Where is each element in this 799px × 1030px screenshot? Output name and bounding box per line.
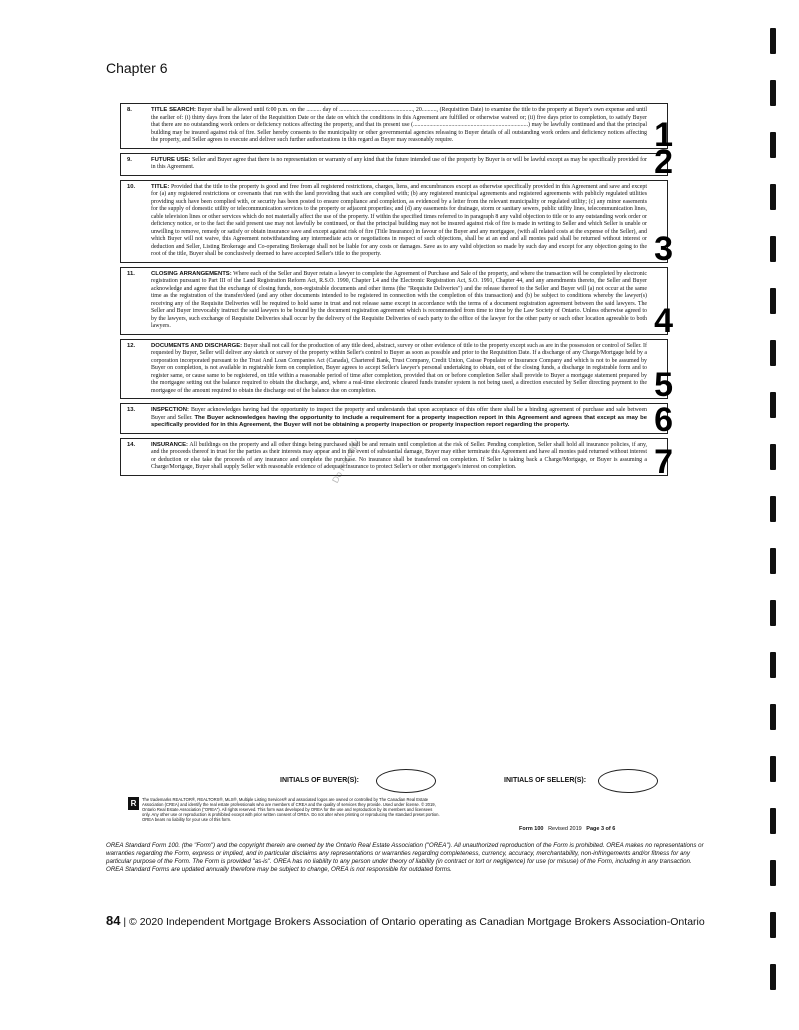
page-footer <box>106 913 705 928</box>
binding-mark <box>770 28 776 54</box>
clause-number: 11. <box>127 270 135 277</box>
binding-mark <box>770 600 776 626</box>
clause-inspection <box>120 400 673 439</box>
copyright-disclaimer: OREA Standard Form 100. (the "Form") and the copyright therein are owned by the Ontario Real Estate Association ("OREA"). All unauthorized reproduction of the Form is prohibited. OREA makes no representations or warranties regarding the Form, express or implied, and in particular disclaims any representations or warranties regarding completeness, currency, accuracy, merchantability, non-infringements and/or fitness for any particular purpose of the Form. The Form is provided "as-is". OREA has no liability to any person under theory of liability (in contract or tort or negligence) for use (or misuse) of the Form, including in any transaction. OREA Standard Forms are updated annually therefore may be subject to change, OREA is not responsible for outdated forms. <box>106 842 704 874</box>
clause-documents-discharge <box>120 339 673 404</box>
buyer-initials-label: INITIALS OF BUYER(S): <box>280 777 359 784</box>
binding-mark <box>770 288 776 314</box>
clause-marker: 1 <box>654 115 673 154</box>
clause-number: 10. <box>127 183 136 190</box>
clause-heading: INSPECTION: <box>151 407 189 413</box>
clause-number: 9. <box>127 156 132 163</box>
binding-mark <box>770 444 776 470</box>
clause-title-search <box>120 103 673 154</box>
clause-marker: 2 <box>654 142 673 181</box>
clause-insurance <box>120 438 673 481</box>
binding-mark <box>770 132 776 158</box>
clause-marker: 6 <box>654 400 673 439</box>
clause-heading: DOCUMENTS AND DISCHARGE: <box>151 342 243 349</box>
binding-mark <box>770 860 776 886</box>
form-revision: Revised 2019 <box>548 826 582 832</box>
clause-future-use <box>120 142 673 181</box>
clause-text: Where each of the Seller and Buyer retain a lawyer to complete the Agreement of Purchase and Sale of the property, and where the transaction will be completed by electronic registration pursuant to Part III of the Land Registration Reform Act, R.S.O. 1990, Chapter L4 and the Electronic Registration Act, S.O. 1991, Chapter 44, and any amendments thereto, the Seller and Buyer acknowledge and agree that the exchange of closing funds, non-registrable documents and other items (the "Requisite Deliveries") and the release thereof to the Seller and Buyer will (a) not occur at the same time as the registration of the transfer/deed (and any other documents intended to be registered in connection with the completion of this transaction) and (b) be subject to conditions whereby the lawyer(s) receiving any of the Requisite Deliveries will be required to hold same in trust and not release same except in accordance with the terms of a document registration agreement between the said lawyers. The Seller and Buyer irrevocably instruct the said lawyers to be bound by the document registration agreement which is recommended from time to time by the Law Society of Ontario. Unless otherwise agreed to by the lawyers, such exchange of Requisite Deliveries shall occur by the delivery of the Requisite Deliveries of each party to the office of the lawyer for the other party or such other location agreeable to both lawyers. <box>151 270 647 329</box>
footer-copyright: © 2020 Independent Mortgage Brokers Association of Ontario operating as Canadian Mortgage Brokers Association-Ontario <box>129 916 705 928</box>
seller-initials-label: INITIALS OF SELLER(S): <box>504 777 587 784</box>
binding-mark <box>770 236 776 262</box>
clause-text: Seller and Buyer agree that there is no representation or warranty of any kind that the future intended use of the property by Buyer is or will be lawful except as may be specifically provided for in this Agreement. <box>151 156 647 170</box>
binding-mark <box>770 392 776 418</box>
clause-marker: 3 <box>654 229 673 268</box>
realtor-logo-icon: R <box>128 797 139 810</box>
binding-mark <box>770 704 776 730</box>
binding-mark <box>770 808 776 834</box>
clause-heading: FUTURE USE: <box>151 156 191 163</box>
clause-number: 12. <box>127 342 136 349</box>
clause-text: Buyer acknowledges having had the opportunity to inspect the property and understands that upon acceptance of this offer there shall be a binding agreement of purchase and sale between Buyer and Seller. <box>151 407 647 421</box>
binding-mark <box>770 548 776 574</box>
clause-marker: 4 <box>654 301 673 340</box>
trademark-notice <box>128 797 442 822</box>
clause-heading: TITLE: <box>151 183 170 190</box>
watermark: Do not copy <box>330 437 362 485</box>
page-number: 84 <box>106 913 121 928</box>
binding-mark <box>770 912 776 938</box>
clause-text: Provided that the title to the property is good and free from all registered restrictions, charges, liens, and encumbrances except as otherwise specifically provided in this Agreement and save and except for (a) any registered restrictions or covenants that run with the land providing that such are complied with; (b) any registered municipal agreements and registered agreements with publicly regulated utilities providing such have been complied with, or security has been posted to ensure compliance and completion, as evidenced by a letter from the relevant municipality or regulated utility; (c) any minor easements for the supply of domestic utility or telecommunication services to the property or adjacent properties; and (d) any easements for drainage, storm or sanitary sewers, public utility lines, telecommunication lines, cable television lines or other services which do not materially affect the use of the property. If within the specified times referred to in paragraph 8 any valid objection to title or to any outstanding work order or deficiency notice, or to the fact the said present use may not lawfully be continued, or that the principal building may not be insured against risk of fire is made in writing to Seller and which Seller is unable or unwilling to remove, remedy or satisfy or obtain insurance save and except against risk of fire (Title Insurance) in favour of the Buyer and any mortgagee, (with all related costs at the expense of the Seller), and which Buyer will not waive, this Agreement notwithstanding any intermediate acts or negotiations in respect of such objections, shall be at an end and all monies paid shall be returned without interest or deduction and Seller, Listing Brokerage and Co-operating Brokerage shall not be liable for any costs or damages. Save as to any valid objection so made by such day and except for any objection going to the root of the title, Buyer shall be conclusively deemed to have accepted Seller's title to the property. <box>151 183 647 257</box>
chapter-title: Chapter 6 <box>106 60 168 76</box>
trademark-text: The trademarks REALTOR®, REALTORS®, MLS®, Multiple Listing Services® and associated logos are owned or controlled by The Canadian Real Estate Association (CREA) and identify the real estate professionals who are members of CREA and the quality of services they provide. Used under license. © 2019, Ontario Real Estate Association ("OREA"). All rights reserved. This form was developed by OREA for the use and reproduction by its members and licensees only. Any other use or reproduction is prohibited except with prior written consent of OREA. Do not alter when printing or reproducing the standard preset portion. OREA bears no liability for your use of this form. <box>142 797 440 823</box>
binding-mark <box>770 756 776 782</box>
binding-mark <box>770 340 776 366</box>
clause-marker: 7 <box>654 442 673 481</box>
clause-heading: TITLE SEARCH: <box>151 107 196 113</box>
clause-number: 8. <box>127 107 132 113</box>
clause-heading: INSURANCE: <box>151 441 188 448</box>
initials-row <box>280 769 660 795</box>
clause-closing-arrangements <box>120 267 673 340</box>
binding-mark <box>770 80 776 106</box>
footer-separator: | <box>123 916 127 928</box>
clause-text: Buyer shall be allowed until 6:00 p.m. on the .......... day of .................................................., 20.........., (Requisition Date) to examine the title to the property at Buyer's own expense and until the earlier of: (i) thirty days from the later of the Requisition Date or the date on which the conditions in this Agreement are fulfilled or otherwise waived or; (ii) five days prior to completion, to satisfy Buyer that there are no outstanding work orders or deficiency notices affecting the property, and that its present use (..............................................................................) may be lawfully continued and that the principal building may be insured against risk of fire. Seller hereby consents to the municipality or other governmental agencies releasing to Buyer details of all outstanding work orders and deficiency notices affecting the property, and Seller agrees to execute and deliver such further authorizations in this regard as Buyer may reasonably require. <box>151 107 647 143</box>
buyer-initials-field[interactable] <box>376 769 436 793</box>
clause-marker: 5 <box>654 366 673 404</box>
form-page: Page 3 of 6 <box>586 826 616 832</box>
form-clauses <box>120 103 673 481</box>
clause-heading: CLOSING ARRANGEMENTS: <box>151 270 232 277</box>
clause-bold-text: The Buyer acknowledges having the opportunity to include a requirement for a property inspection report in this Agreement and agrees that except as may be specifically provided for in this Agreement, the Buyer will not be obtaining a property inspection or property inspection report regarding the property. <box>151 414 647 428</box>
clause-number: 14. <box>127 441 136 448</box>
form-identifier <box>519 826 615 832</box>
binding-mark <box>770 184 776 210</box>
binding-mark <box>770 964 776 990</box>
clause-text: All buildings on the property and all other things being purchased shall be and remain until completion at the risk of Seller. Pending completion, Seller shall hold all insurance policies, if any, and the proceeds thereof in trust for the parties as their interests may appear and in the event of substantial damage, Buyer may either terminate this Agreement and have all monies paid returned without interest or deduction or else take the proceeds of any insurance and complete the purchase. No insurance shall be transferred on completion. If Seller is taking back a Charge/Mortgage, or Buyer is assuming a Charge/Mortgage, Buyer shall supply Seller with reasonable evidence of adequate insurance to protect Seller's or other mortgagee's interest on completion. <box>151 441 647 470</box>
clause-text: Buyer shall not call for the production of any title deed, abstract, survey or other evidence of title to the property except such as are in the possession or control of Seller. If requested by Buyer, Seller will deliver any sketch or survey of the property within Seller's control to Buyer as soon as possible and prior to the Requisition Date. If a discharge of any Charge/Mortgage held by a corporation incorporated pursuant to the Trust And Loan Companies Act (Canada), Chartered Bank, Trust Company, Credit Union, Caisse Populaire or Insurance Company and which is not to be assumed by Buyer on completion, is not available in registrable form on completion, Buyer agrees to accept Seller's lawyer's personal undertaking to obtain, out of the closing funds, a discharge in registrable form and to register same, or cause same to be registered, on title within a reasonable period of time after completion, provided that on or before completion Seller shall provide to Buyer a mortgage statement prepared by the mortgagee setting out the balance required to obtain the discharge, and, where a real-time electronic cleared funds transfer system is not being used, a direction executed by Seller directing payment to the mortgagee of the amount required to obtain the discharge out of the balance due on completion. <box>151 342 647 394</box>
form-number: Form 100 <box>519 826 544 832</box>
clause-title <box>120 180 673 268</box>
clause-number: 13. <box>127 407 136 413</box>
binding-mark <box>770 652 776 678</box>
binding-mark <box>770 496 776 522</box>
seller-initials-field[interactable] <box>598 769 658 793</box>
